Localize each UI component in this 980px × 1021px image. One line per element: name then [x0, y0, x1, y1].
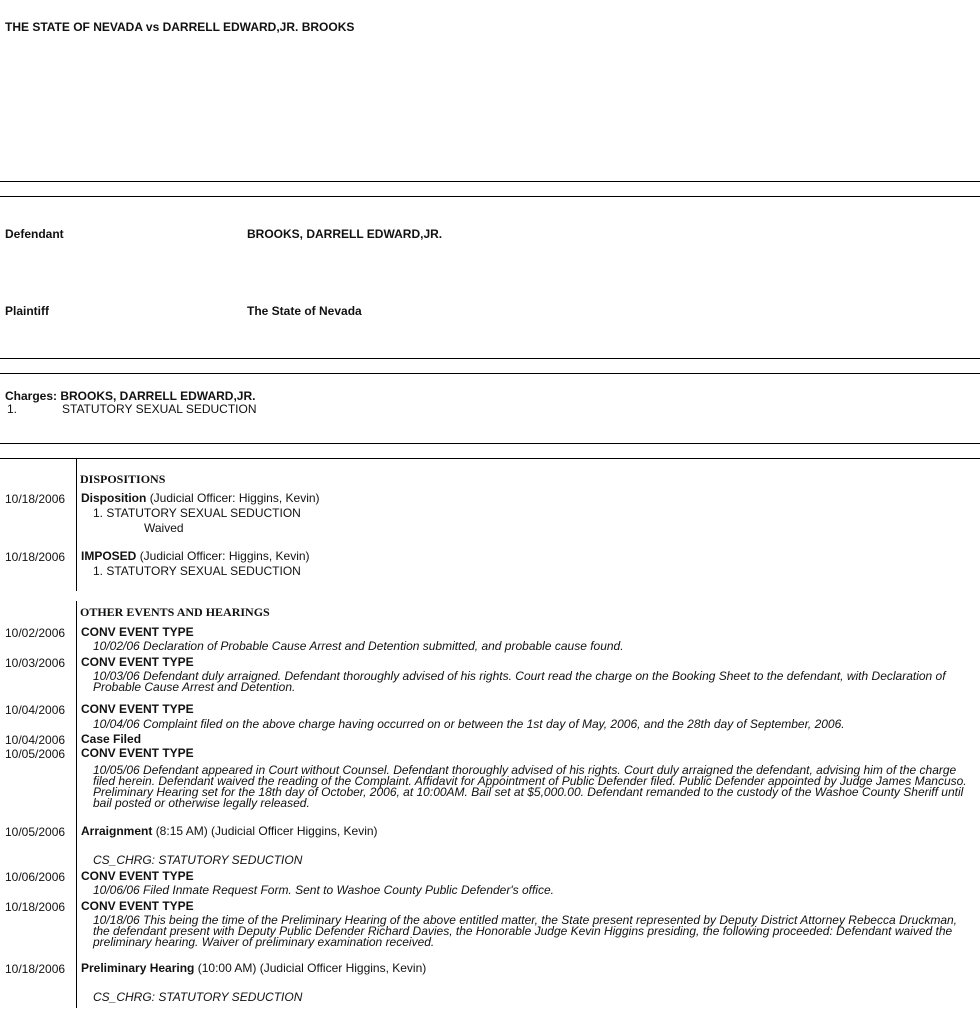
case-title: THE STATE OF NEVADA vs DARRELL EDWARD,JR. BROOKS: [5, 20, 355, 34]
event-title: Case Filed: [81, 732, 142, 746]
section-rule: [76, 601, 77, 1008]
divider: [0, 458, 980, 459]
event-entry: [81, 825, 378, 837]
event-entry: [81, 626, 194, 638]
event-note: 10/05/06 Defendant appeared in Court without Counsel. Defendant thoroughly advised of his rights. Court duly arraigned the defendant, advising him of the charge filed herein. Defendant waived the reading of the Complaint. Affidavit for Appointment of Public Defender filed. Public Defender appointed by Judge James Mancuso. Preliminary Hearing set for the 18th day of October, 2006, at 10:00AM. Bail set at $5,000.00. Defendant remanded to the custody of the Washoe County Sheriff until bail posted or otherwise legally released.: [93, 763, 967, 810]
event-note: 10/06/06 Filed Inmate Request Form. Sent to Washoe County Public Defender's office.: [93, 883, 554, 897]
disposition-date: 10/18/2006: [5, 492, 66, 506]
event-note: CS_CHRG: STATUTORY SEDUCTION: [93, 990, 303, 1004]
disposition-title: Disposition: [81, 491, 147, 505]
event-entry: [81, 733, 141, 745]
divider: [0, 373, 980, 374]
disposition-detail: (Judicial Officer: Higgins, Kevin): [149, 491, 320, 505]
disposition-detail: (Judicial Officer: Higgins, Kevin): [139, 549, 310, 563]
event-title: CONV EVENT TYPE: [81, 625, 194, 639]
event-date: 10/04/2006: [5, 703, 66, 717]
event-title: CONV EVENT TYPE: [81, 869, 194, 883]
event-note: CS_CHRG: STATUTORY SEDUCTION: [93, 853, 303, 867]
event-entry: [81, 747, 194, 759]
event-date: 10/06/2006: [5, 870, 66, 884]
event-title: CONV EVENT TYPE: [81, 746, 194, 760]
event-title: Arraignment: [81, 824, 153, 838]
charges-block: [5, 389, 256, 415]
event-date: 10/04/2006: [5, 733, 66, 747]
charge-number: 1.: [7, 402, 18, 416]
charge-item: [5, 403, 256, 415]
defendant-name: BROOKS, DARRELL EDWARD,JR.: [247, 227, 443, 241]
event-date: 10/03/2006: [5, 656, 66, 670]
event-entry: [81, 900, 194, 912]
event-note: 10/04/06 Complaint filed on the above charge having occurred on or between the 1st day of May, 2006, and the 28th day of September, 2006.: [93, 717, 845, 731]
event-detail: (10:00 AM) (Judicial Officer Higgins, Kevin): [197, 961, 427, 975]
divider: [0, 358, 980, 359]
event-title: CONV EVENT TYPE: [81, 655, 194, 669]
charge-text: STATUTORY SEXUAL SEDUCTION: [62, 402, 257, 416]
event-note: 10/18/06 This being the time of the Preliminary Hearing of the above entitled matter, the State present represented by Deputy District Attorney Rebecca Druckman, the defendant present with Deputy Public Defender Richard Davies, the Honorable Judge Kevin Higgins presiding, the following proceeded: Defendant waived the preliminary hearing. Waiver of preliminary examination received.: [93, 913, 958, 949]
event-entry: [81, 656, 194, 668]
event-entry: [81, 870, 194, 882]
event-date: 10/02/2006: [5, 626, 66, 640]
event-date: 10/05/2006: [5, 747, 66, 761]
divider: [0, 196, 980, 197]
event-title: CONV EVENT TYPE: [81, 702, 194, 716]
event-entry: [81, 962, 426, 974]
event-date: 10/18/2006: [5, 962, 66, 976]
event-detail: (8:15 AM) (Judicial Officer Higgins, Kevin): [155, 824, 378, 838]
plaintiff-label: Plaintiff: [5, 304, 49, 318]
disposition-entry: [81, 550, 310, 562]
plaintiff-name: The State of Nevada: [247, 304, 362, 318]
charges-heading: Charges: BROOKS, DARRELL EDWARD,JR.: [5, 389, 256, 403]
event-note: 10/03/06 Defendant duly arraigned. Defendant thoroughly advised of his rights. Court read the charge on the Booking Sheet to the defendant, with Declaration of Probable Cause Arrest and Detention.: [93, 669, 946, 694]
disposition-charge: 1. STATUTORY SEXUAL SEDUCTION: [93, 506, 301, 520]
events-heading: OTHER EVENTS AND HEARINGS: [80, 605, 270, 619]
event-title: CONV EVENT TYPE: [81, 899, 194, 913]
dispositions-heading: DISPOSITIONS: [80, 472, 166, 486]
event-note: 10/02/06 Declaration of Probable Cause Arrest and Detention submitted, and probable cause found.: [93, 639, 624, 653]
event-entry: [81, 703, 194, 715]
divider: [0, 443, 980, 444]
event-date: 10/18/2006: [5, 900, 66, 914]
section-rule: [76, 459, 77, 591]
disposition-entry: [81, 492, 320, 504]
defendant-label: Defendant: [5, 227, 64, 241]
disposition-result: Waived: [144, 521, 184, 535]
event-title: Preliminary Hearing: [81, 961, 195, 975]
disposition-title: IMPOSED: [81, 549, 137, 563]
divider: [0, 181, 980, 182]
event-date: 10/05/2006: [5, 825, 66, 839]
disposition-charge: 1. STATUTORY SEXUAL SEDUCTION: [93, 564, 301, 578]
disposition-date: 10/18/2006: [5, 550, 66, 564]
